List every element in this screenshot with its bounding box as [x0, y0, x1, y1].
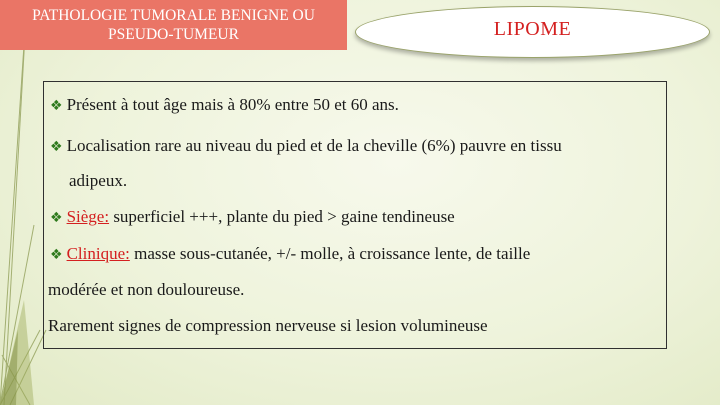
diamond-bullet-icon: ❖	[50, 98, 63, 114]
bullet-localisation-continuation: adipeux.	[69, 171, 128, 190]
slide-title: LIPOME	[493, 18, 572, 40]
category-line-1: PATHOLOGIE TUMORALE BENIGNE OU	[32, 7, 315, 24]
bullet-localisation-text: Localisation rare au niveau du pied et de la cheville (6%) pauvre en tissu	[66, 136, 562, 155]
clinique-text: masse sous-cutanée, +/- molle, à croissance lente, de taille	[129, 244, 531, 263]
siege-label: Siège:	[66, 207, 110, 226]
bullet-clinique	[50, 244, 530, 264]
clinique-label: Clinique:	[66, 244, 130, 263]
clinique-continuation: modérée et non douloureuse.	[48, 280, 245, 299]
category-header	[0, 0, 347, 50]
compression-note: Rarement signes de compression nerveuse si lesion volumineuse	[48, 316, 488, 335]
bullet-age	[50, 95, 399, 115]
diamond-bullet-icon: ❖	[50, 247, 63, 263]
bullet-localisation	[50, 136, 562, 156]
bullet-age-text: Présent à tout âge mais à 80% entre 50 et 60 ans.	[66, 95, 399, 114]
category-line-2: PSEUDO-TUMEUR	[108, 26, 239, 43]
diamond-bullet-icon: ❖	[50, 139, 63, 155]
bullet-siege	[50, 207, 455, 227]
siege-text: superficiel +++, plante du pied > gaine tendineuse	[109, 207, 455, 226]
diamond-bullet-icon: ❖	[50, 210, 63, 226]
